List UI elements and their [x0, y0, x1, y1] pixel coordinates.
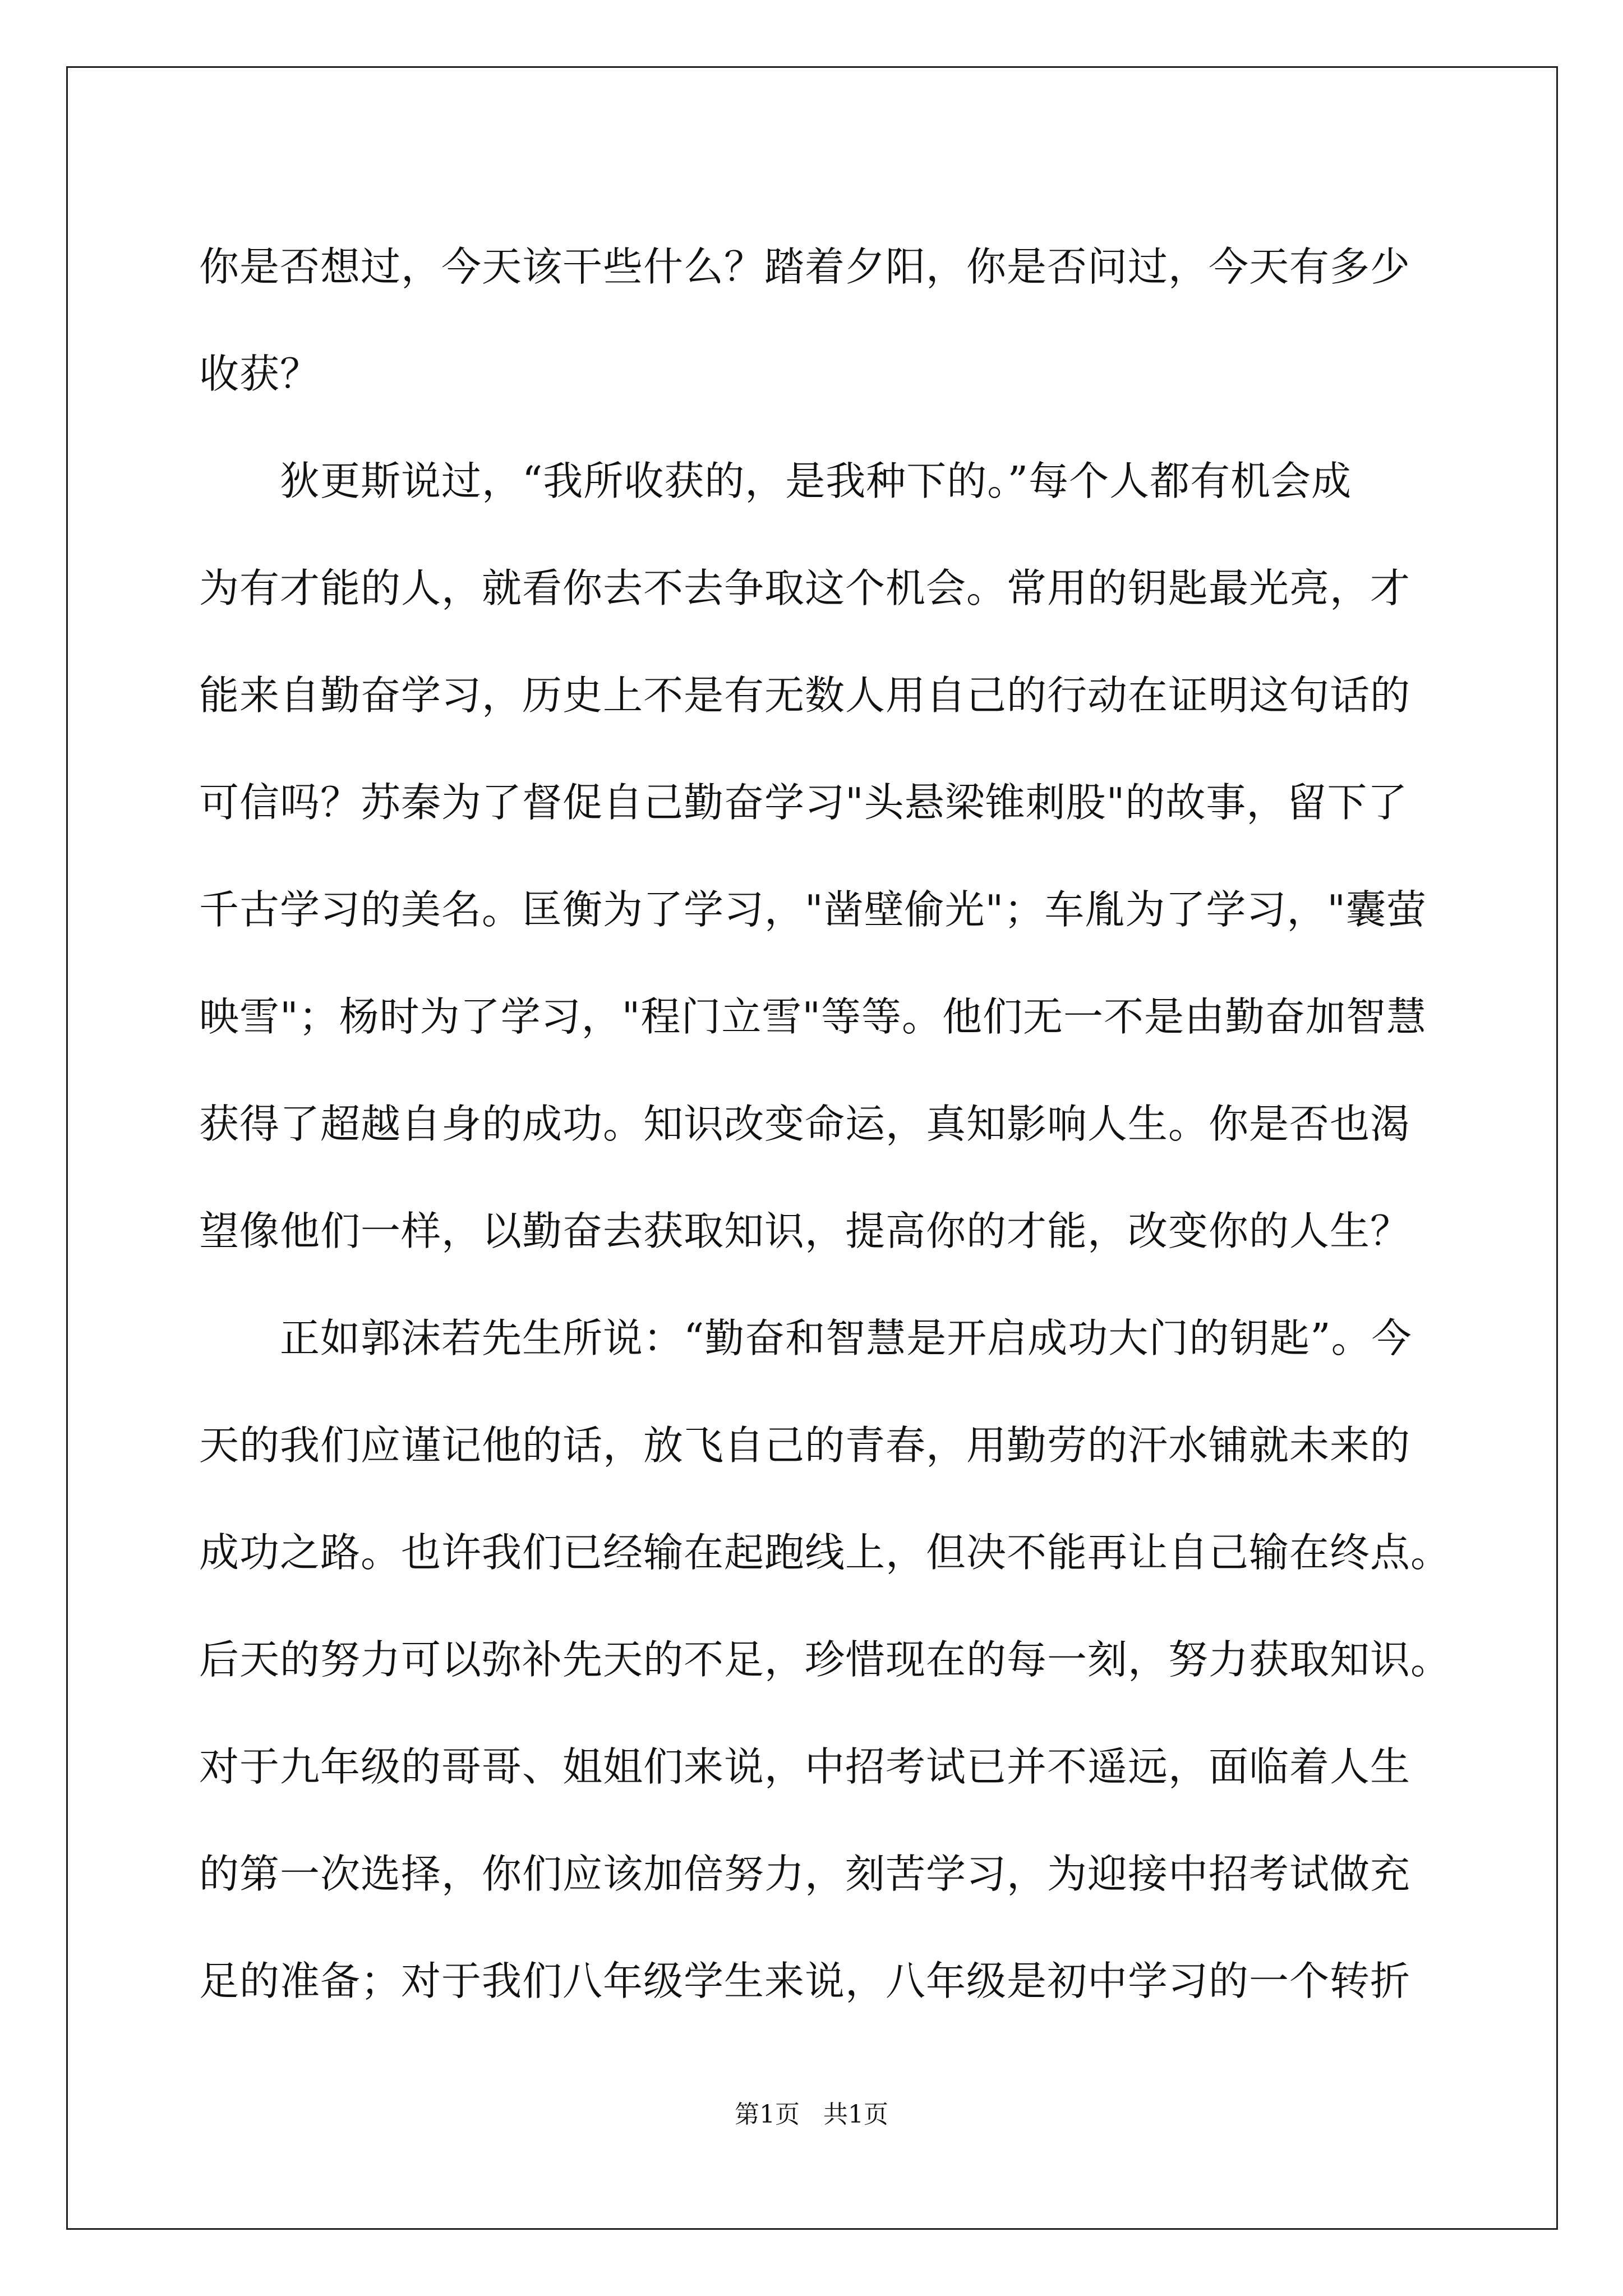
text-line-13: 成功之路。也许我们已经输在起跑线上，但决不能再让自己输在终点。	[199, 1529, 1451, 1576]
text-line-2: 收获？	[199, 351, 321, 397]
text-line-4: 为有才能的人，就看你去不去争取这个机会。常用的钥匙最光亮，才	[199, 565, 1411, 611]
text-line-3: 狄更斯说过，“我所收获的，是我种下的。”每个人都有机会成	[199, 458, 1352, 504]
text-line-16: 的第一次选择，你们应该加倍努力，刻苦学习，为迎接中招考试做充	[199, 1851, 1411, 1897]
text-line-11: 正如郭沫若先生所说：“勤奋和智慧是开启成功大门的钥匙”。今	[199, 1315, 1412, 1361]
text-line-7: 千古学习的美名。匡衡为了学习，"凿壁偷光"；车胤为了学习，"囊萤	[199, 886, 1427, 933]
text-line-10: 望像他们一样，以勤奋去获取知识，提高你的才能，改变你的人生？	[199, 1208, 1411, 1254]
page-number-footer: 第1页 共1页	[735, 2100, 888, 2129]
text-line-15: 对于九年级的哥哥、姐姐们来说，中招考试已并不遥远，面临着人生	[199, 1743, 1411, 1790]
text-line-9: 获得了超越自身的成功。知识改变命运，真知影响人生。你是否也渴	[199, 1101, 1411, 1147]
text-line-5: 能来自勤奋学习，历史上不是有无数人用自己的行动在证明这句话的	[199, 672, 1411, 719]
text-line-14: 后天的努力可以弥补先天的不足，珍惜现在的每一刻，努力获取知识。	[199, 1636, 1451, 1683]
document-body	[199, 213, 1467, 2035]
text-line-12: 天的我们应谨记他的话，放飞自己的青春，用勤劳的汗水铺就未来的	[199, 1422, 1411, 1469]
text-line-8: 映雪"；杨时为了学习，"程门立雪"等等。他们无一不是由勤奋加智慧	[199, 993, 1427, 1040]
text-line-1: 你是否想过，今天该干些什么？踏着夕阳，你是否问过，今天有多少	[199, 243, 1411, 290]
text-line-17: 足的准备；对于我们八年级学生来说，八年级是初中学习的一个转折	[199, 1958, 1411, 2004]
text-line-6: 可信吗？苏秦为了督促自己勤奋学习"头悬梁锥刺股"的故事，留下了	[199, 779, 1408, 826]
